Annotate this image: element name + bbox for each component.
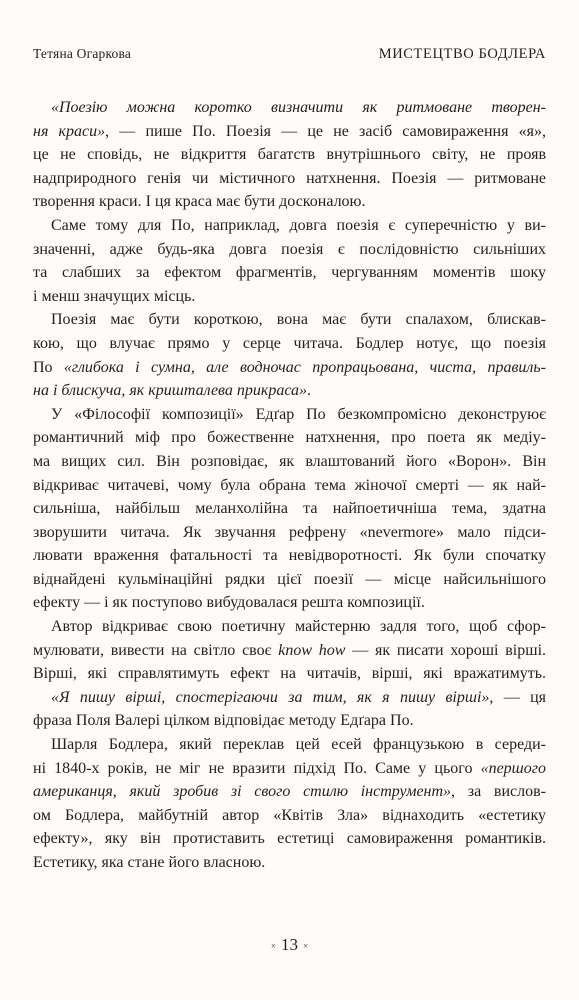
text-segment: романтичний міф про божественне натхнення, про поета як медіу- — [33, 429, 546, 447]
ornament-right-icon: × — [303, 941, 309, 952]
text-segment: — як писати хороші вірші. — [345, 641, 546, 659]
text-line — [33, 686, 546, 710]
text-line — [33, 568, 546, 592]
text-segment: відкриває читачеві, чому була обрана тема жіночої смерті — як най- — [33, 476, 546, 494]
italic-quote: «Я пишу вірші, спостерігаючи за тим, як я пишу вірші» — [51, 688, 490, 706]
text-line — [33, 238, 546, 262]
page-number: 13 — [281, 935, 298, 954]
text-line — [33, 662, 546, 686]
text-line — [33, 709, 546, 733]
author-name: Тетяна Огаркова — [33, 46, 132, 61]
body-text — [33, 96, 546, 875]
text-line — [33, 356, 546, 380]
text-segment: лювати враження фатальності та невідворотності. Як були спочатку — [33, 547, 546, 565]
text-line — [33, 521, 546, 545]
text-segment: віднайдені кульмінаційні рядки цієї поезії — місце найсильнішого — [33, 570, 546, 588]
text-segment: це не сповідь, не відкриття багатств внутрішнього світу, не прояв — [33, 146, 546, 164]
text-line — [33, 426, 546, 450]
text-segment: , — ця — [489, 688, 546, 706]
text-segment: мулювати, вивести на світло своє — [33, 641, 279, 659]
text-line — [33, 379, 546, 403]
italic-quote: ня краси» — [33, 122, 106, 140]
text-segment: надприродного генія чи містичного натхнення. Поезія — ритмоване — [33, 169, 546, 187]
text-segment: ма вищих сил. Він розповідає, як влаштований його «Ворон». Він — [33, 452, 546, 470]
text-line — [33, 143, 546, 167]
text-line — [33, 757, 546, 781]
text-line — [33, 120, 546, 144]
text-line — [33, 167, 546, 191]
text-segment: ом Бодлера, майбутній автор «Квітів Зла» віднаходить «естетику — [33, 806, 546, 824]
text-line — [33, 474, 546, 498]
text-line — [33, 733, 546, 757]
text-line — [33, 591, 546, 615]
text-line — [33, 497, 546, 521]
text-line — [33, 308, 546, 332]
italic-quote: на і блискуча, як кришталева прикраса» — [33, 382, 308, 400]
text-line — [33, 403, 546, 427]
text-line — [33, 261, 546, 285]
text-segment: Вірші, які справлятимуть ефект на читачів, вірші, які вражатимуть. — [33, 665, 546, 683]
text-line — [33, 332, 546, 356]
text-segment: кою, що влучає прямо у серце читача. Бодлер нотує, що поезія — [33, 334, 546, 352]
running-header — [33, 46, 546, 63]
italic-quote: know how — [278, 641, 346, 659]
text-line — [33, 615, 546, 639]
italic-quote: «Поезію можна коротко визначити як ритмоване творен- — [51, 99, 546, 116]
text-segment: та слабших за ефектом фрагментів, чергуванням моментів шоку — [33, 264, 546, 282]
text-segment: сильніша, найбільш меланхолійна та найпоетичніша тема, здатна — [33, 500, 546, 518]
text-segment: ефекту», яку він протиставить естетиці самовираження романтиків. — [33, 830, 546, 848]
text-line — [33, 450, 546, 474]
text-segment: Естетику, яка стане його власною. — [33, 854, 266, 871]
text-segment: ні 1840-х років, не міг не вразити підхід По. Саме у цього — [33, 759, 481, 777]
text-segment: Автор відкриває свою поетичну майстерню задля того, щоб сфор- — [51, 618, 546, 636]
text-segment: фраза Поля Валері цілком відповідає методу Едґара По. — [33, 712, 414, 730]
book-title: МИСТЕЦТВО БОДЛЕРА — [378, 46, 546, 62]
ornament-left-icon: × — [270, 941, 276, 952]
text-segment: творення краси. І ця краса має бути досконалою. — [33, 193, 366, 211]
text-line — [33, 190, 546, 214]
text-segment: По — [33, 358, 64, 376]
page-footer — [0, 935, 579, 955]
text-line — [33, 827, 546, 851]
text-line — [33, 780, 546, 804]
italic-quote: американця, який зробив зі свого стилю інструмент» — [33, 783, 452, 801]
text-segment: зворушити читача. Як звучання рефрену «nevermore» мало підси- — [33, 523, 546, 541]
text-segment: У «Філософії композиції» Едґар По безкомпромісно деконструює — [51, 405, 546, 423]
italic-quote: «першого — [480, 759, 546, 777]
text-line — [33, 214, 546, 238]
text-segment: , за вислов- — [451, 783, 546, 801]
text-line — [33, 639, 546, 663]
text-line — [33, 851, 546, 875]
text-segment: ефекту — і як поступово вибудовалася решта композиції. — [33, 594, 425, 612]
text-segment: Поезія має бути короткою, вона має бути спалахом, блискав- — [51, 311, 546, 329]
italic-quote: «глибока і сумна, але водночас пропрацьована, чиста, правиль- — [63, 358, 546, 376]
text-segment: значенні, адже будь-яка довга поезія є послідовністю сильніших — [33, 240, 546, 258]
text-line — [33, 285, 546, 309]
text-segment: Саме тому для По, наприклад, довга поезія є суперечністю у ви- — [51, 216, 546, 234]
text-segment: і менш значущих місць. — [33, 287, 196, 305]
text-segment: , — пише По. Поезія — це не засіб самовираження «я», — [105, 122, 546, 140]
text-line — [33, 96, 546, 120]
text-line — [33, 544, 546, 568]
text-line — [33, 804, 546, 828]
text-segment: . — [307, 382, 312, 400]
text-segment: Шарля Бодлера, який переклав цей есей французькою в середи- — [51, 736, 546, 754]
